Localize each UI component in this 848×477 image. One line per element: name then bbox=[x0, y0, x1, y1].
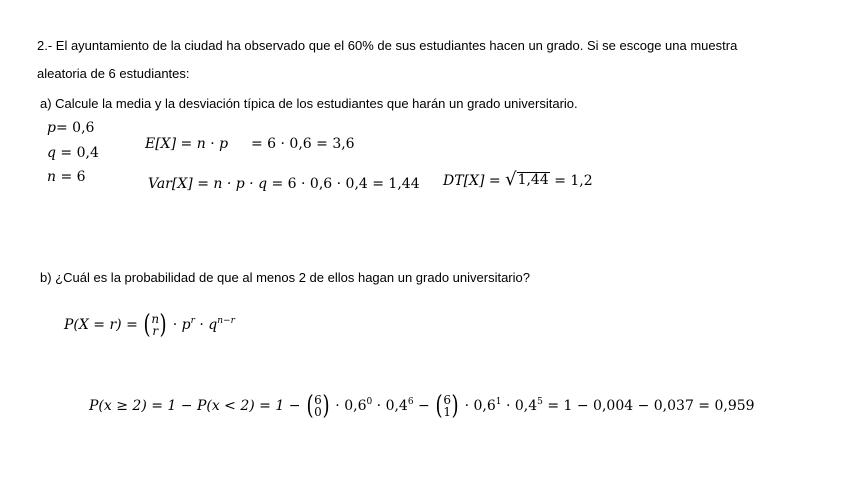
binomial-coefficient-6-0: ( 6 0 ) bbox=[306, 391, 330, 421]
problem-statement-line-1: 2.- El ayuntamiento de la ciudad ha observado que el 60% de sus estudiantes hacen un grado. Si se escoge una muestra bbox=[37, 38, 738, 53]
expectation-lhs: E[X] = n · p bbox=[145, 136, 229, 152]
binomial-pmf-formula bbox=[64, 312, 235, 338]
binom1-top: 6 bbox=[314, 393, 322, 407]
square-root: √ 1,44 bbox=[505, 169, 549, 190]
problem-statement-line-2: aleatoria de 6 estudiantes: bbox=[37, 66, 190, 81]
binom1-bottom: 0 bbox=[314, 405, 322, 419]
pmf-base-p: · p bbox=[168, 317, 191, 333]
std-dev-rhs: = 1,2 bbox=[554, 173, 593, 189]
result-tail: = 1 − 0,004 − 0,037 = 0,959 bbox=[542, 398, 755, 414]
binom2-top: 6 bbox=[443, 393, 452, 407]
binom-bottom: r bbox=[152, 324, 159, 338]
pmf-exp-n-r: n−r bbox=[217, 316, 235, 326]
binom-top: n bbox=[151, 312, 160, 326]
expectation-formula bbox=[145, 136, 355, 152]
result-exp2a: 1 bbox=[495, 397, 502, 407]
expectation-rhs: = 6 · 0,6 = 3,6 bbox=[250, 136, 355, 152]
result-part1: P(x ≥ 2) = 1 − P(x < 2) = 1 − bbox=[89, 398, 305, 414]
part-b-question: b) ¿Cuál es la probabilidad de que al menos 2 de ellos hagan un grado universitario? bbox=[40, 270, 530, 285]
result-exp1b: 6 bbox=[407, 397, 414, 407]
param-n-value: 6 bbox=[76, 169, 86, 185]
param-n: n = 6 bbox=[47, 169, 86, 185]
param-q: q = 0,4 bbox=[47, 145, 99, 161]
variance-lhs: Var[X] = n · p · q bbox=[148, 176, 268, 192]
pmf-exp-r: r bbox=[190, 316, 195, 326]
param-q-value: 0,4 bbox=[76, 145, 99, 161]
probability-result-formula bbox=[89, 393, 755, 419]
binomial-coefficient-6-1: ( 6 1 ) bbox=[435, 391, 459, 421]
pmf-lhs: P(X = r) = bbox=[64, 317, 143, 333]
std-dev-lhs: DT[X] = bbox=[443, 173, 501, 189]
std-dev-formula bbox=[443, 169, 593, 190]
param-p-value: 0,6 bbox=[72, 120, 95, 136]
result-term1a: · 0,6 bbox=[330, 398, 367, 414]
result-term2b: · 0,4 bbox=[501, 398, 538, 414]
std-dev-radicand: 1,44 bbox=[517, 172, 549, 188]
binomial-coefficient: ( n r ) bbox=[143, 310, 167, 340]
pmf-base-q: · q bbox=[194, 317, 218, 333]
variance-rhs: = 6 · 0,6 · 0,4 = 1,44 bbox=[271, 176, 420, 192]
result-term2a: · 0,6 bbox=[460, 398, 496, 414]
variance-formula bbox=[148, 176, 420, 192]
result-term1b: · 0,4 bbox=[372, 398, 408, 414]
result-exp2b: 5 bbox=[537, 397, 543, 407]
result-exp1a: 0 bbox=[366, 397, 373, 407]
param-p: p= 0,6 bbox=[47, 120, 95, 136]
binom2-bottom: 1 bbox=[443, 405, 452, 419]
part-a-question: a) Calcule la media y la desviación típica de los estudiantes que harán un grado universitario. bbox=[40, 96, 578, 111]
result-minus: − bbox=[413, 398, 435, 414]
